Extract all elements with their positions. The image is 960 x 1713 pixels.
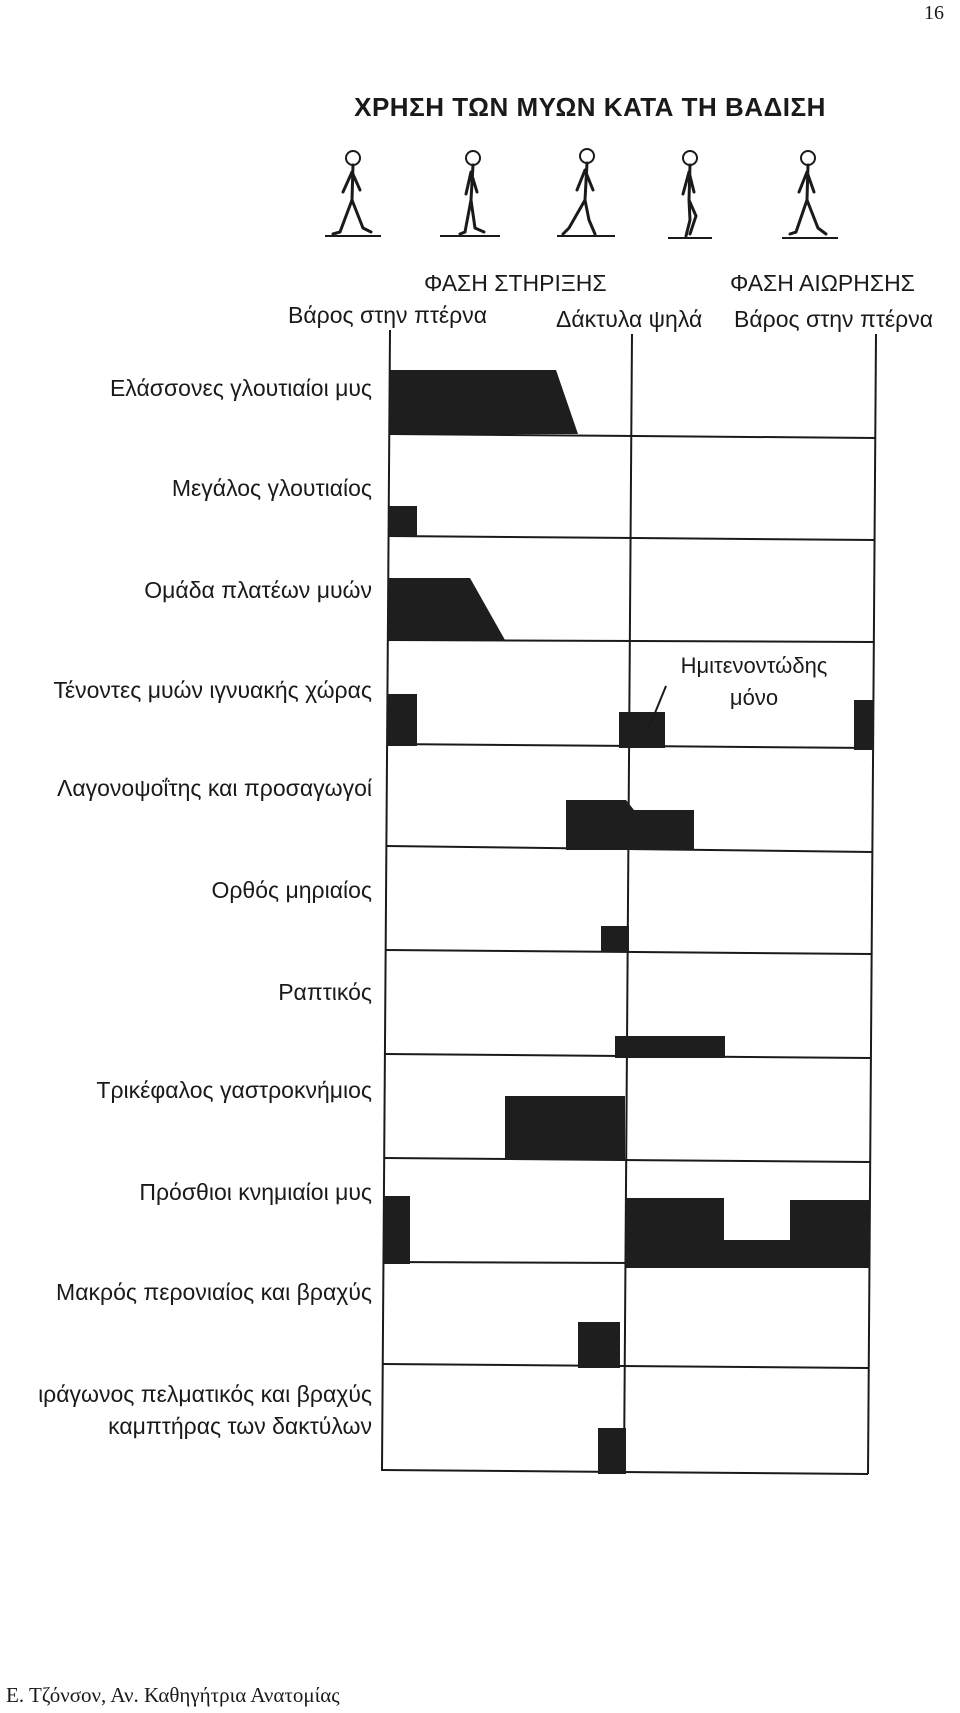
activity-bar-rectus-femoris: [601, 926, 629, 952]
muscle-label: Ορθός μηριαίος: [211, 877, 372, 903]
phase-stance-label: ΦΑΣΗ ΣΤΗΡΙΞΗΣ: [424, 270, 607, 296]
figure-title: ΧΡΗΣΗ ΤΩΝ ΜΥΩΝ ΚΑΤΑ ΤΗ ΒΑΔΙΣΗ: [354, 92, 826, 122]
event-heel-strike-2-label: Βάρος στην πτέρνα: [734, 306, 934, 332]
annotation-line-1: Ημιτενοντώδης: [680, 653, 828, 678]
muscle-label: Ραπτικός: [278, 979, 372, 1005]
annotation-line-2: μόνο: [729, 685, 779, 710]
activity-bar-tibialis-anterior-swing: [626, 1198, 870, 1268]
activity-bar-tibialis-anterior-early: [384, 1196, 410, 1264]
activity-bar-hamstrings-mid: [619, 712, 665, 748]
activity-bar-vasti: [388, 578, 505, 640]
activity-bar-peroneus: [578, 1322, 620, 1368]
activity-bar-gluteus-maximus: [389, 506, 417, 536]
event-toe-off-label: Δάκτυλα ψηλά: [556, 306, 703, 332]
muscle-label: Πρόσθιοι κνημιαίοι μυς: [139, 1179, 372, 1205]
activity-bar-flexor-digitorum: [598, 1428, 626, 1474]
semitendinosus-annotation: [654, 650, 854, 714]
activity-bar-gluteus-minimus: [390, 370, 578, 434]
muscle-label: Ελάσσονες γλουτιαίοι μυς: [109, 375, 372, 401]
activity-bar-sartorius: [615, 1036, 725, 1058]
activity-bar-hamstrings-early: [387, 694, 417, 746]
muscle-label: ιράγωνος πελματικός και βραχύς: [38, 1381, 372, 1407]
page-number: 16: [924, 2, 944, 24]
muscle-label: καμπτήρας των δακτύλων: [108, 1413, 372, 1439]
page-footer: Ε. Τζόνσον, Αν. Καθηγήτρια Ανατομίας: [6, 1683, 340, 1707]
activity-bar-gastrocnemius: [505, 1096, 625, 1160]
muscle-label: Τένοντες μυών ιγνυακής χώρας: [53, 677, 372, 703]
event-heel-strike-label: Βάρος στην πτέρνα: [288, 302, 488, 328]
muscle-label: Τρικέφαλος γαστροκνήμιος: [96, 1077, 372, 1103]
activity-bar-hamstrings-late: [854, 700, 874, 750]
muscle-label: Μεγάλος γλουτιαίος: [171, 475, 372, 501]
muscle-label: Ομάδα πλατέων μυών: [144, 577, 372, 603]
phase-swing-label: ΦΑΣΗ ΑΙΩΡΗΣΗΣ: [730, 270, 915, 296]
muscle-label: Μακρός περονιαίος και βραχύς: [56, 1279, 372, 1305]
activity-bar-iliopsoas-adductors: [566, 800, 694, 850]
muscle-label: Λαγονοψοΐτης και προσαγωγοί: [56, 775, 372, 801]
grid-lines: [381, 330, 876, 1474]
